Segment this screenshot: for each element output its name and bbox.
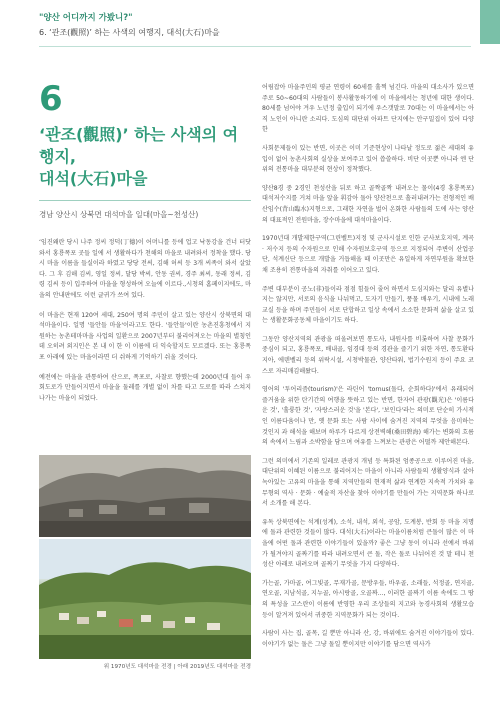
left-paragraph-2: 이 마을은 현재 120여 세대, 250여 명의 주민이 살고 있는 양산시 상북면의 대석마을이다. 일명 '들안들 마을'이라고도 한다. '들안들'이란 농촌진흥청에서 지원하는 농촌테마마을 사업의 일환으로 2007년부터 불리어져오는 마을의 별칭인데 오히려 외지인은 본 내 이 한 이 이름에 더 익숙할지도 모르겠다. 또는 홍룡폭포 아래에 있는 마을이라면 더 쉬하게 기억하기 쉬울 것이다.: [39, 311, 251, 361]
header-divider: [39, 46, 471, 47]
right-paragraph-4: 1970년대 개발제한구역(그린벨트)지정 및 군사시설로 인한 군사보호지역, 계곡 · 저수지 등의 수자원으로 인해 수자원보호구역 등으로 지정되어 주변이 산업공단, 석계신단 등으로 개발을 거듭해올 때 이곳만은 유일하게 자연부원을 확보한 채 조용히 전통마을의 자취를 이어오고 있다.: [262, 235, 474, 274]
photo-village-1970: [39, 455, 251, 537]
right-paragraph-3: 양산8경 중 2경인 천성산을 뒤로 하고 골짝골짝 내려오는 물이(4경 홍룡폭포) 대석저수지를 거쳐 마을 앞을 휘감아 돌아 양산천으로 흘러내려가는 전형적인 배산임수(背山臨水)지형으로, 그래한 자연을 벌어 온화한 사람들의 도에 사는 양산의 대표적인 전원마을, 장수마을에 대석마을이다.: [262, 184, 474, 224]
right-paragraph-2: 사회문제들이 있는 반면, 이곳은 이미 기준현상이 나타날 정도로 젊은 세대의 유입이 없어 농촌사회의 실상을 보여주고 있어 씁쓸하다. 비단 이곳뿐 아니라 엔 단위의 전통마을 대부분의 현상이 정착했다.: [262, 144, 474, 174]
photo-caption: 위 1970년도 대석마을 전경 | 아래 2019년도 대석마을 전경: [103, 664, 251, 670]
right-paragraph-8: 그런 의미에서 기존의 일레로 관광지 개념 등 특화된 엄종공으로 이루어진 마을, 대단위의 이혜된 이름으로 불리어지는 마을이 아니라 사람들의 생활양식과 살아 녹아있는 고유의 마을을 통해 지역만들의 현재적 삶과 연계한 지속적 가치와 유무형의 역사 · 문화 · 예술적 자산을 찾아 이야기를 만들어 가는 지역문화 하나로서 소개를 해 본다.: [262, 457, 474, 508]
photo-1970-illustration: [39, 455, 251, 537]
article-title-line-1: ‘관조(觀照)’ 하는 사색의 여행지,: [39, 125, 239, 166]
right-paragraph-1: 어림잡아 마을주민의 평균 연령이 60세를 훌쩍 넘긴다. 마을의 대소사가 있으면 주로 50~60대의 사람들이 봉사활동하기에 이 마을에서는 청년에 대한 생이다. 80세를 넘어야 겨우 노년정 출입이 되기에 우스갯말로 70대는 이 마을에서는 아직 노인이 아니란 소리다. 도심의 대단위 아파트 단지에는 안구밀집이 있어 다양한: [262, 84, 474, 134]
right-paragraph-6: 그동안 양산지역의 관광을 떠올려보면 통도사, 내원사를 비롯하여 사찰 문화가 중심이 되고, 홍룡폭포, 배내골, 임경대 등의 경관을 즐기기 위한 자연, 통도환타지아, 에덴벨리 등의 위락시설, 시청박물관, 양산타워, 법기수원지 등이 주요 코스로 자리매김해왔다.: [262, 335, 474, 375]
running-subtitle: 6. ‘관조(觀照)’ 하는 사색의 여행지, 대석(大石)마을: [39, 28, 220, 37]
article-location: 경남 양산시 상북면 대석마을 일대(마을~천성산): [39, 210, 199, 219]
page-corner-tab: [480, 0, 500, 44]
article-title-line-2: 대석(大石)마을: [39, 169, 148, 188]
right-paragraph-11: 사람이 사는 집, 골목, 길 뿐만 아니라 산, 강, 바위에도 숨겨진 이야기들이 있다. 이야기가 없는 돌은 그냥 돌일 뿐이지만 이야기를 담으면 역사가: [262, 630, 474, 648]
right-paragraph-10: 가는골, 가마골, 여그빛골, 무재가골, 문방우들, 바우골, 소래들, 석정골, 연지골, 연오골, 지남석골, 지누골, 아시랑골, 오골짜..., 이러한 골짜기 이름 속에도 그 땅의 특성을 고스란이 이름에 반영한 우리 조상들의 지고와 농경사회의 생활모습 등이 알겨져 있어서 귀중한 지역문화가 되는 것이다.: [262, 579, 474, 619]
right-paragraph-7: 영어의 '투어리즘(tourism)'은 라틴어 'tornus(돌다, 순회하다)'에서 유래되어 즐거움을 위한 탄기간의 여행을 뜻하고 있는 반면, 한자어 관광(觀光)은 '이름다운 것', '훌륭한 것', '자랑스러운 것'을 '본다', '보인다'라는 의미로 단순히 가시적인 이름다움이나 만, 옛 문화 또는 사람 사이에 숨겨진 지역의 무엇을 음미하는 것인지 과 해석을 해보며 하루가 다르게 상전벽해(桑田碧海) 해가는 변화의 흐름의 속에서 느림과 소박함을 담으며 여유를 느껴보는 관광은 어떨까 제안해본다.: [262, 386, 474, 447]
running-title: "양산 어디까지 가봤니?": [39, 13, 133, 23]
article-title: [39, 124, 251, 190]
left-column: [39, 80, 251, 413]
photo-2019-illustration: [39, 539, 251, 659]
right-paragraph-5: 주변 대부분이 공노(非)들이라 점점 힘들어 줄어 하면서 도심지와는 달리 유별나지는 않지만, 서로의 음식을 나눠먹고, 도자기 만들기, 풍물 배우기, 시내에 노래교실 등을 하며 주민들이 서로 단합하고 일상 속에서 소소한 문화적 삶을 살고 있는 생활문화공동체 마을이기도 하다.: [262, 285, 474, 325]
left-paragraph-1: ‘임진왜란 당시 나주 정씨 정덕(丁德)이 어머니를 등에 업고 낙동강을 건너 터닷 와서 홍룡폭포 곳들 일에 서 생활하다가 천해의 마을로 내려와서 정착을 했다. 당시 마을 이름을 들실이라 하였고 당당 전씨, 김해 허씨 등 3개 씨족이 와서 살았다. 그 후 김해 김씨, 영일 정씨, 달당 박씨, 안동 권씨, 경주 최씨, 동래 정씨, 김령 김씨 등이 입주하여 마을을 형성하여 오늘에 이르다.,시청의 홈페이지에도, 마을의 안내판에도 이런 글귀가 쓰여 있다.: [39, 239, 251, 299]
photo-village-2019: [39, 539, 251, 659]
right-paragraph-9: 유독 상북면에는 석계(성계), 소석, 내석, 외석, 공암, 도계봉, 반회 등 마을 지명에 돌과 관련한 것들이 많다. 대석(大石)이라는 마을이름처럼 큰돌이 많은 이 마을에 어떤 돌과 관련한 이야기들이 있을까? 좋은 그냥 동이 이니라 선예서 바위가 될겨야지 골짜기를 따라 내려오면서 큰 돌, 작은 돌로 나뉘어진 것 말 테니 천성산 아래로 내려오며 골짜기 무엇을 가지 다양하다.: [262, 518, 474, 569]
chapter-number: 6: [39, 79, 63, 119]
page-header: [0, 0, 500, 62]
left-paragraph-3: 예전에는 마을을 관통하여 산으로, 폭포로, 사찰로 향했는데 2000년대 들어 우회도로가 만들어지면서 마을을 둘레를 개별 없이 차를 타고 도로를 따라 스쳐지나가는 마을이 되었다.: [39, 373, 251, 402]
right-column: [262, 83, 474, 658]
title-divider: [39, 200, 251, 201]
